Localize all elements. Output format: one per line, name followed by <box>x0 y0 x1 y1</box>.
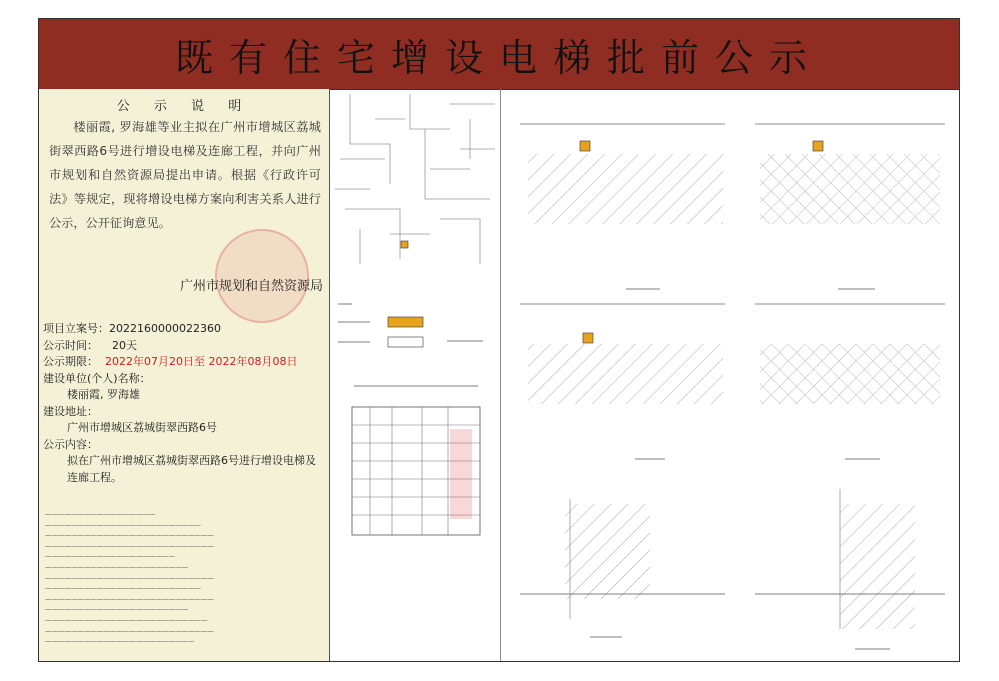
issuer-name: 广州市规划和自然资源局 <box>179 279 323 294</box>
elevation-1 <box>520 499 725 637</box>
floor-plan-4 <box>755 304 945 459</box>
project-no-label: 项目立案号： <box>43 322 109 335</box>
period-label: 公示时间： <box>43 338 98 352</box>
site-marker <box>401 241 408 248</box>
project-no-row <box>43 321 325 338</box>
dates-label: 公示期限： <box>43 355 98 368</box>
dates-row <box>43 354 325 371</box>
floor-plan-2 <box>755 124 945 289</box>
notice-body: 楼丽霞, 罗海雄等业主拟在广州市增城区荔城街翠西路6号进行增设电梯及连廊工程，并向广州市规划和自然资源局提出申请。根据《行政许可法》等规定，现将增设电梯方案向利害关系人进行公示，公开征询意见。 <box>49 120 321 230</box>
address-label: 建设地址： <box>43 404 98 418</box>
site-plan-map <box>335 94 495 264</box>
fine-print-notes: ————————————————— ———————————————————————— —————————————————————————— —————————————————————————— ———————————————————— —————————————————————— —————————————————————————— ———————————————————————— —————————————————————————— —————————————————————— ————————————————————————— —————————————————————————— ——————————————————————— <box>45 510 214 646</box>
applicant-label: 建设单位(个人)名称： <box>43 371 151 385</box>
notice-heading: 公 示 说 明 <box>116 99 252 114</box>
project-info <box>43 321 325 486</box>
title-banner <box>39 19 959 90</box>
notice-panel <box>39 89 330 661</box>
project-no-value: 2022160000022360 <box>109 322 221 335</box>
notice-sheet <box>38 18 960 662</box>
period-row <box>43 338 325 355</box>
owner-consent-table <box>352 386 480 535</box>
period-value: 20天 <box>112 338 137 352</box>
drawing-legend <box>338 304 483 347</box>
floor-plan-3 <box>520 304 725 459</box>
architectural-drawings <box>330 89 959 661</box>
applicant-value: 楼丽霞, 罗海雄 <box>67 388 140 401</box>
address-value: 广州市增城区荔城街翠西路6号 <box>67 421 217 434</box>
elevation-2 <box>755 489 945 649</box>
drawings-area <box>330 89 959 661</box>
content-label: 公示内容： <box>43 437 98 451</box>
dates-value: 2022年07月20日至 2022年08月08日 <box>105 355 298 368</box>
page-title: 既有住宅增设电梯批前公示 <box>174 35 823 80</box>
floor-plan-1 <box>520 124 725 289</box>
content-value: 拟在广州市增城区荔城街翠西路6号进行增设电梯及连廊工程。 <box>67 454 316 484</box>
